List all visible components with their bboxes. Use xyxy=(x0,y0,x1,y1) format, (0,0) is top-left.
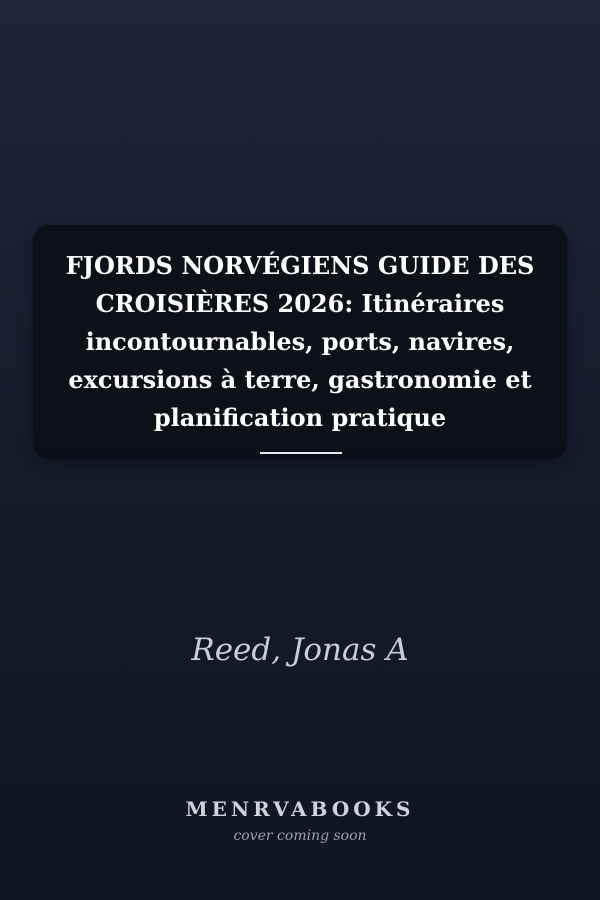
title-panel xyxy=(33,225,567,459)
book-title: FJORDS NORVÉGIENS GUIDE DES CROISIÈRES 2026: Itinéraires incontournables, ports, navires, excursions à terre, gastronomie et planification pratique xyxy=(65,251,535,432)
book-author: Reed, Jonas A xyxy=(191,632,409,668)
cover-tagline: cover coming soon xyxy=(233,828,367,844)
title-divider xyxy=(260,452,342,454)
publisher-name: MENRVABOOKS xyxy=(185,797,415,821)
